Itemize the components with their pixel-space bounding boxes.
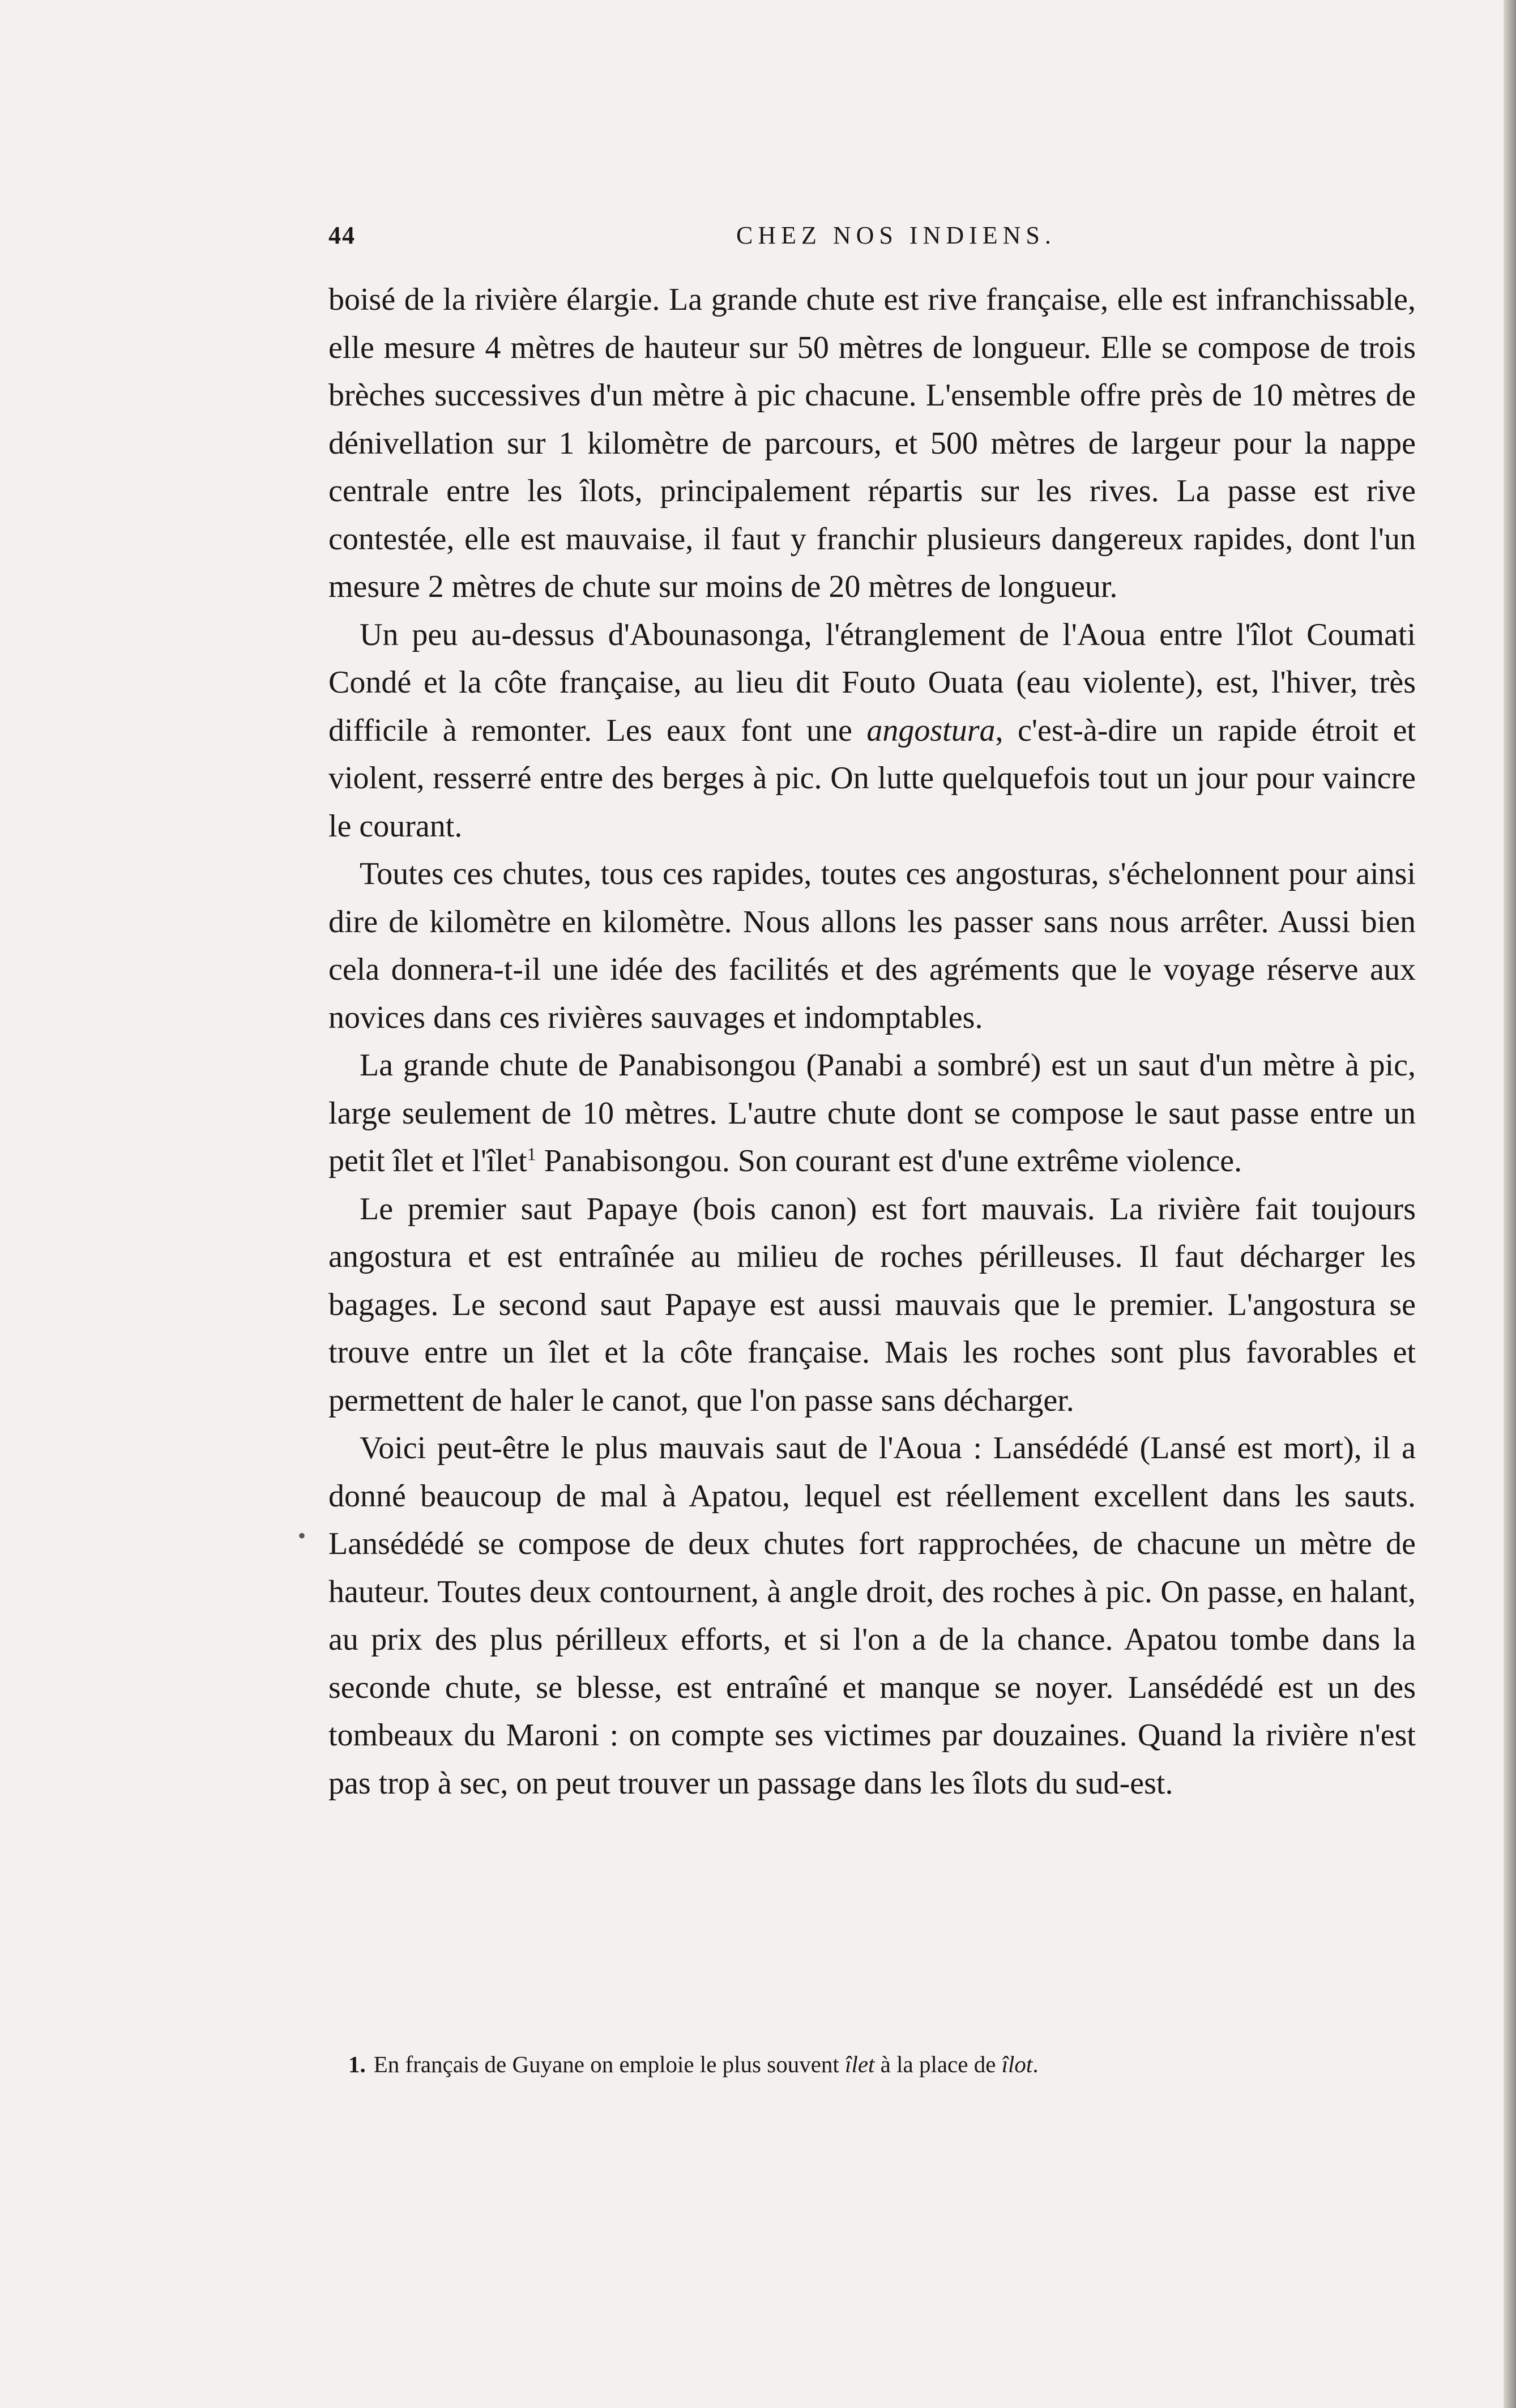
page-edge [1504, 0, 1516, 2408]
italic-term: angostura [866, 712, 996, 748]
body-text [328, 276, 1416, 1807]
footnote-reference: 1 [527, 1143, 536, 1164]
running-title: CHEZ NOS INDIENS. [736, 221, 1056, 249]
paragraph-4: La grande chute de Panabisongou (Panabi a sombré) est un saut d'un mètre à pic, large seulement de 10 mètres. L'autre chute dont se compose le saut passe entre un petit îlet et l'îlet$^1$ Panabisongou. Son courant est d'une extrême violence. [328, 1048, 1416, 1179]
footnote-number: 1. [348, 2051, 366, 2077]
page-number: 44 [328, 221, 356, 249]
margin-bullet: • [298, 1523, 306, 1548]
paragraph-6: Voici peut-être le plus mauvais saut de l'Aoua : Lansédédé (Lansé est mort), il a donné beaucoup de mal à Apatou, lequel est réellement excellent dans les sauts. Lansédédé se compose de deux chutes fort rapprochées, de chacune un mètre de hauteur. Toutes deux contournent, à angle droit, des roches à pic. On passe, en halant, au prix des plus périlleux efforts, et si l'on a de la chance. Apatou tombe dans la seconde chute, se blesse, est entraîné et manque se noyer. Lansédédé est un des tombeaux du Maroni : on compte ses victimes par douzaines. Quand la rivière n'est pas trop à sec, on peut trouver un passage dans les îlots du sud-est. [328, 1431, 1416, 1801]
paragraph-2: Un peu au-dessus d'Abounasonga, l'étranglement de l'Aoua entre l'îlot Coumati Condé et la côte française, au lieu dit Fouto Ouata (eau violente), est, l'hiver, très difficile à remonter. Les eaux font une angostura, c'est-à-dire un rapide étroit et violent, resserré entre des berges à pic. On lutte quelquefois tout un jour pour vaincre le courant. [328, 617, 1416, 844]
footnote: 1. En français de Guyane on emploie le plus souvent îlet à la place de îlot. [348, 2051, 1039, 2077]
paragraph-5: Le premier saut Papaye (bois canon) est fort mauvais. La rivière fait toujours angostura et est entraînée au milieu de roches périlleuses. Il faut décharger les bagages. Le second saut Papaye est aussi mauvais que le premier. L'angostura se trouve entre un îlet et la côte française. Mais les roches sont plus favorables et permettent de haler le canot, que l'on passe sans décharger. [328, 1191, 1416, 1418]
paragraph-3: Toutes ces chutes, tous ces rapides, toutes ces angosturas, s'échelonnent pour ainsi dire de kilomètre en kilomètre. Nous allons les passer sans nous arrêter. Aussi bien cela donnera-t-il une idée des facilités et des agréments que le voyage réserve aux novices dans ces rivières sauvages et indomptables. [328, 856, 1416, 1035]
running-header [328, 221, 1416, 266]
paragraph-1: boisé de la rivière élargie. La grande chute est rive française, elle est infranchissable, elle mesure 4 mètres de hauteur sur 50 mètres de longueur. Elle se compose de trois brèches successives d'un mètre à pic chacune. L'ensemble offre près de 10 mètres de dénivellation sur 1 kilomètre de parcours, et 500 mètres de largeur pour la nappe centrale entre les îlots, principalement répartis sur les rives. La passe est rive contestée, elle est mauvaise, il faut y franchir plusieurs dangereux rapides, dont l'un mesure 2 mètres de chute sur moins de 20 mètres de longueur. [328, 282, 1416, 604]
